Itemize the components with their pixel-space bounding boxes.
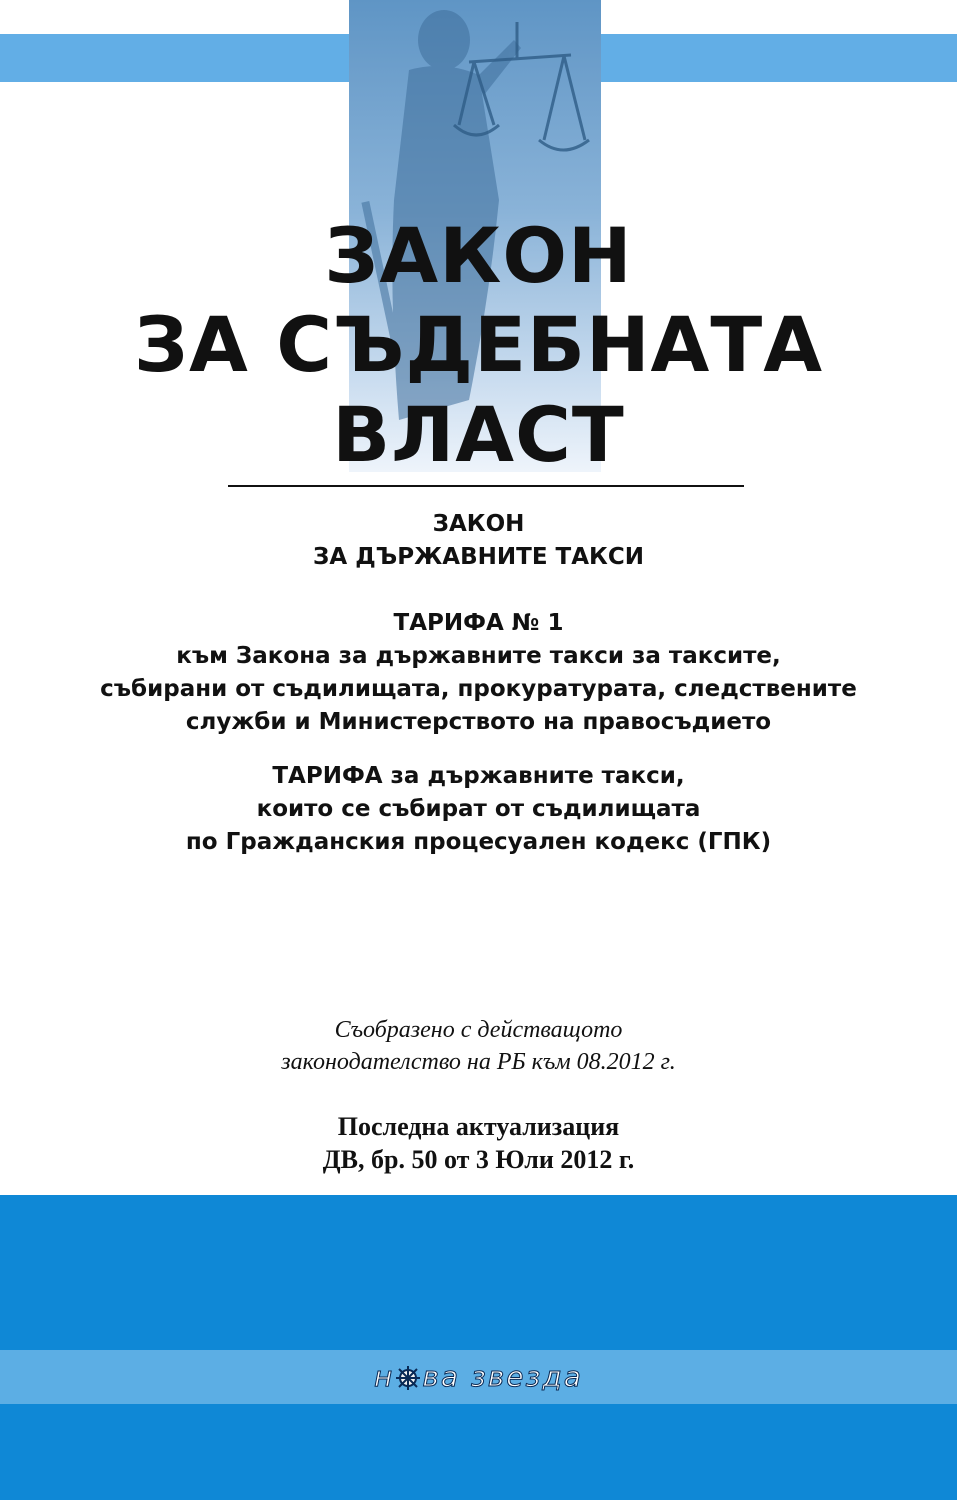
publisher-text-start: н [374, 1360, 395, 1393]
update-line-1: Последна актуализация [337, 1112, 620, 1141]
publisher-text-end: ва звезда [422, 1360, 583, 1393]
title-divider [228, 485, 744, 487]
law-line-2: ЗА ДЪРЖАВНИТЕ ТАКСИ [313, 544, 644, 570]
last-update [0, 1110, 957, 1176]
bottom-area [0, 1195, 957, 1500]
note-line-2: законодателство на РБ към 08.2012 г. [281, 1049, 676, 1075]
tariff2-line-3: по Гражданския процесуален кодекс (ГПК) [185, 829, 772, 855]
publisher-logo [0, 1360, 957, 1393]
title-line-3: ВЛАСТ [332, 390, 625, 479]
title-line-2: ЗА СЪДЕБНАТА [133, 300, 824, 389]
tariff1-block [0, 607, 957, 739]
publisher-star-icon [394, 1364, 422, 1392]
title-line-1: ЗАКОН [324, 211, 633, 300]
tariff1-line-1: ТАРИФА № 1 [393, 610, 564, 636]
tariff1-line-4: служби и Министерството на правосъдието [185, 709, 772, 735]
tariff2-line-2: които се събират от съдилищата [256, 796, 701, 822]
tariff2-line-1: ТАРИФА за държавните такси, [272, 763, 685, 789]
update-line-2: ДВ, бр. 50 от 3 Юли 2012 г. [322, 1145, 635, 1174]
legislation-note [0, 1014, 957, 1078]
law-line-1: ЗАКОН [432, 511, 525, 537]
tariff1-line-3: събирани от съдилищата, прокуратурата, следствените [100, 676, 857, 702]
tariff1-line-2: към Закона за държавните такси за таксите, [176, 643, 781, 669]
law-block [0, 508, 957, 574]
tariff2-block [0, 760, 957, 859]
note-line-1: Съобразено с действащото [334, 1017, 623, 1043]
